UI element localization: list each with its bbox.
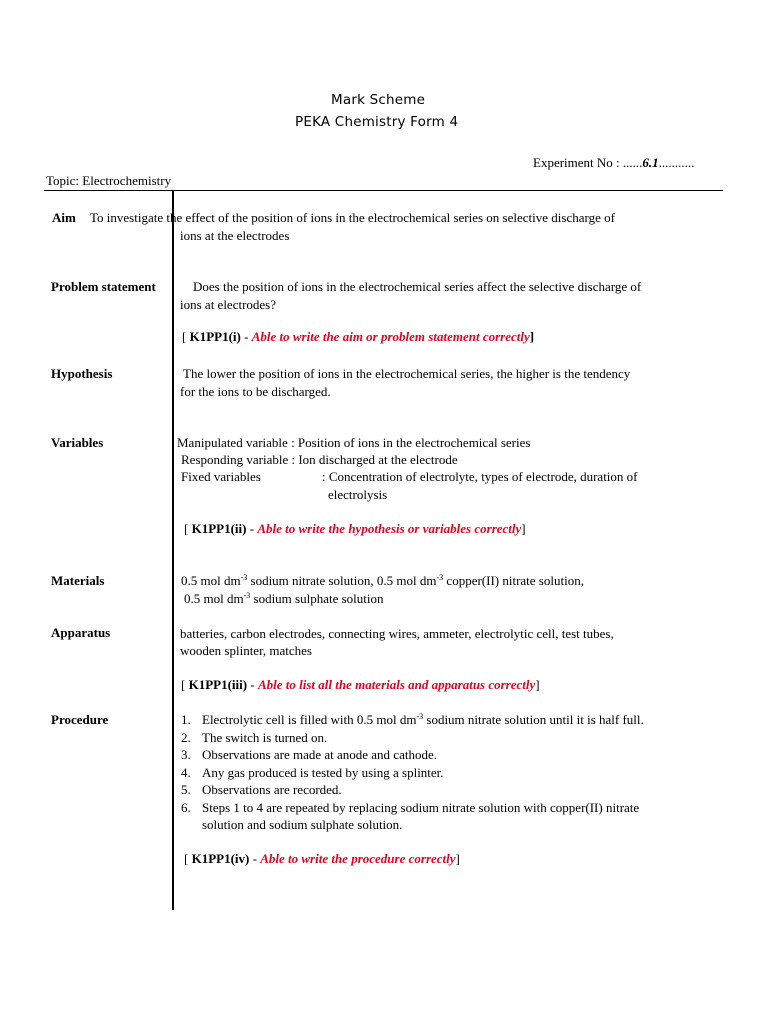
hypothesis-text-line1: The lower the position of ions in the electrochemical series, the higher is the tendency	[183, 366, 631, 381]
criterion-k1pp1-i: [ K1PP1(i) - Able to write the aim or problem statement correctly]	[182, 329, 535, 344]
apparatus-label: Apparatus	[51, 625, 111, 640]
page-subtitle: PEKA Chemistry Form 4	[295, 114, 459, 130]
materials-line2	[184, 590, 384, 608]
step-text: Electrolytic cell is filled with 0.5 mol dm	[202, 712, 417, 727]
aim-text-line2: ions at the electrodes	[180, 228, 290, 243]
hypothesis-label: Hypothesis	[51, 366, 113, 381]
experiment-prefix: Experiment No : ......	[533, 155, 643, 170]
materials-label: Materials	[51, 573, 105, 588]
manipulated-variable: Manipulated variable : Position of ions in the electrochemical series	[177, 435, 531, 450]
apparatus-line2: wooden splinter, matches	[180, 643, 312, 658]
criterion-separator: -	[247, 677, 258, 692]
step-number: 4.	[181, 764, 191, 780]
problem-text-line2: ions at electrodes?	[180, 297, 277, 312]
step-text: Observations are recorded.	[202, 782, 342, 797]
conc-unit: 0.5 mol dm	[181, 573, 241, 588]
header-rule	[44, 190, 723, 191]
criterion-code: K1PP1(iii)	[188, 677, 248, 692]
material-sodium-sulphate: sodium sulphate solution	[250, 591, 384, 606]
step-text: Observations are made at anode and cathode.	[202, 747, 437, 762]
criterion-k1pp1-iii: [ K1PP1(iii) - Able to list all the materials and apparatus correctly]	[181, 677, 540, 692]
variables-label: Variables	[51, 435, 104, 450]
procedure-step	[181, 799, 644, 834]
step-text: Steps 1 to 4 are repeated by replacing sodium nitrate solution with copper(II) nitrate	[202, 799, 640, 815]
apparatus-line1: batteries, carbon electrodes, connecting wires, ammeter, electrolytic cell, test tubes,	[180, 626, 614, 641]
step-text: Any gas produced is tested by using a splinter.	[202, 764, 444, 780]
step-text: sodium nitrate solution until it is half full.	[423, 712, 644, 727]
page-title: Mark Scheme	[331, 92, 426, 108]
procedure-step	[181, 764, 644, 782]
unit-exponent: -3	[416, 712, 424, 721]
aim-text-line1: To investigate the effect of the position of ions in the electrochemical series on selective discharge of	[90, 210, 615, 225]
problem-text-line1: Does the position of ions in the electrochemical series affect the selective discharge of	[193, 279, 642, 294]
criterion-code: K1PP1(iv)	[191, 851, 250, 866]
unit-exponent: -3	[240, 573, 248, 582]
criterion-text: Able to write the procedure correctly	[260, 851, 456, 866]
procedure-step	[181, 711, 644, 729]
criterion-text: Able to list all the materials and apparatus correctly	[257, 677, 536, 692]
fixed-variables-label: Fixed variables	[181, 469, 261, 484]
fixed-variables-line2: electrolysis	[328, 487, 388, 502]
fixed-variables-line1: : Concentration of electrolyte, types of electrode, duration of	[322, 469, 638, 484]
procedure-steps	[181, 711, 644, 834]
criterion-k1pp1-iv: [ K1PP1(iv) - Able to write the procedure correctly]	[184, 851, 460, 866]
criterion-text: Able to write the hypothesis or variables correctly	[257, 521, 522, 536]
step-number: 5.	[181, 782, 191, 797]
step-text: The switch is turned on.	[202, 729, 328, 745]
criterion-code: K1PP1(ii)	[191, 521, 247, 536]
step-number: 6.	[181, 799, 191, 815]
material-copper-nitrate: copper(II) nitrate solution,	[443, 573, 584, 588]
step-number: 1.	[181, 712, 191, 727]
procedure-step	[181, 746, 644, 764]
conc-unit: 0.5 mol dm	[376, 573, 437, 588]
step-number: 3.	[181, 747, 191, 762]
criterion-separator: -	[246, 521, 258, 536]
topic-line: Topic: Electrochemistry	[46, 173, 172, 188]
experiment-suffix: ...........	[658, 155, 695, 170]
criterion-code: K1PP1(i)	[189, 329, 241, 344]
step-number: 2.	[181, 729, 191, 745]
criterion-k1pp1-ii: [ K1PP1(ii) - Able to write the hypothesis or variables correctly]	[184, 521, 526, 536]
responding-variable: Responding variable : Ion discharged at the electrode	[181, 452, 458, 467]
problem-statement-label: Problem statement	[51, 279, 156, 294]
unit-exponent: -3	[243, 591, 251, 600]
experiment-value: 6.1	[642, 155, 659, 170]
criterion-text: Able to write the aim or problem statement correctly	[251, 329, 530, 344]
material-sodium-nitrate: sodium nitrate solution,	[247, 573, 377, 588]
column-divider	[172, 190, 174, 910]
procedure-step	[181, 729, 644, 747]
conc-unit: 0.5 mol dm	[184, 591, 244, 606]
procedure-label: Procedure	[51, 712, 109, 727]
criterion-separator: -	[240, 329, 252, 344]
criterion-separator: -	[249, 851, 261, 866]
procedure-step	[181, 781, 644, 799]
materials-line1	[181, 572, 584, 590]
experiment-number	[533, 154, 694, 172]
step-text: solution and sodium sulphate solution.	[202, 817, 403, 832]
aim-label: Aim	[52, 210, 76, 225]
unit-exponent: -3	[436, 573, 444, 582]
hypothesis-text-line2: for the ions to be discharged.	[180, 384, 331, 399]
